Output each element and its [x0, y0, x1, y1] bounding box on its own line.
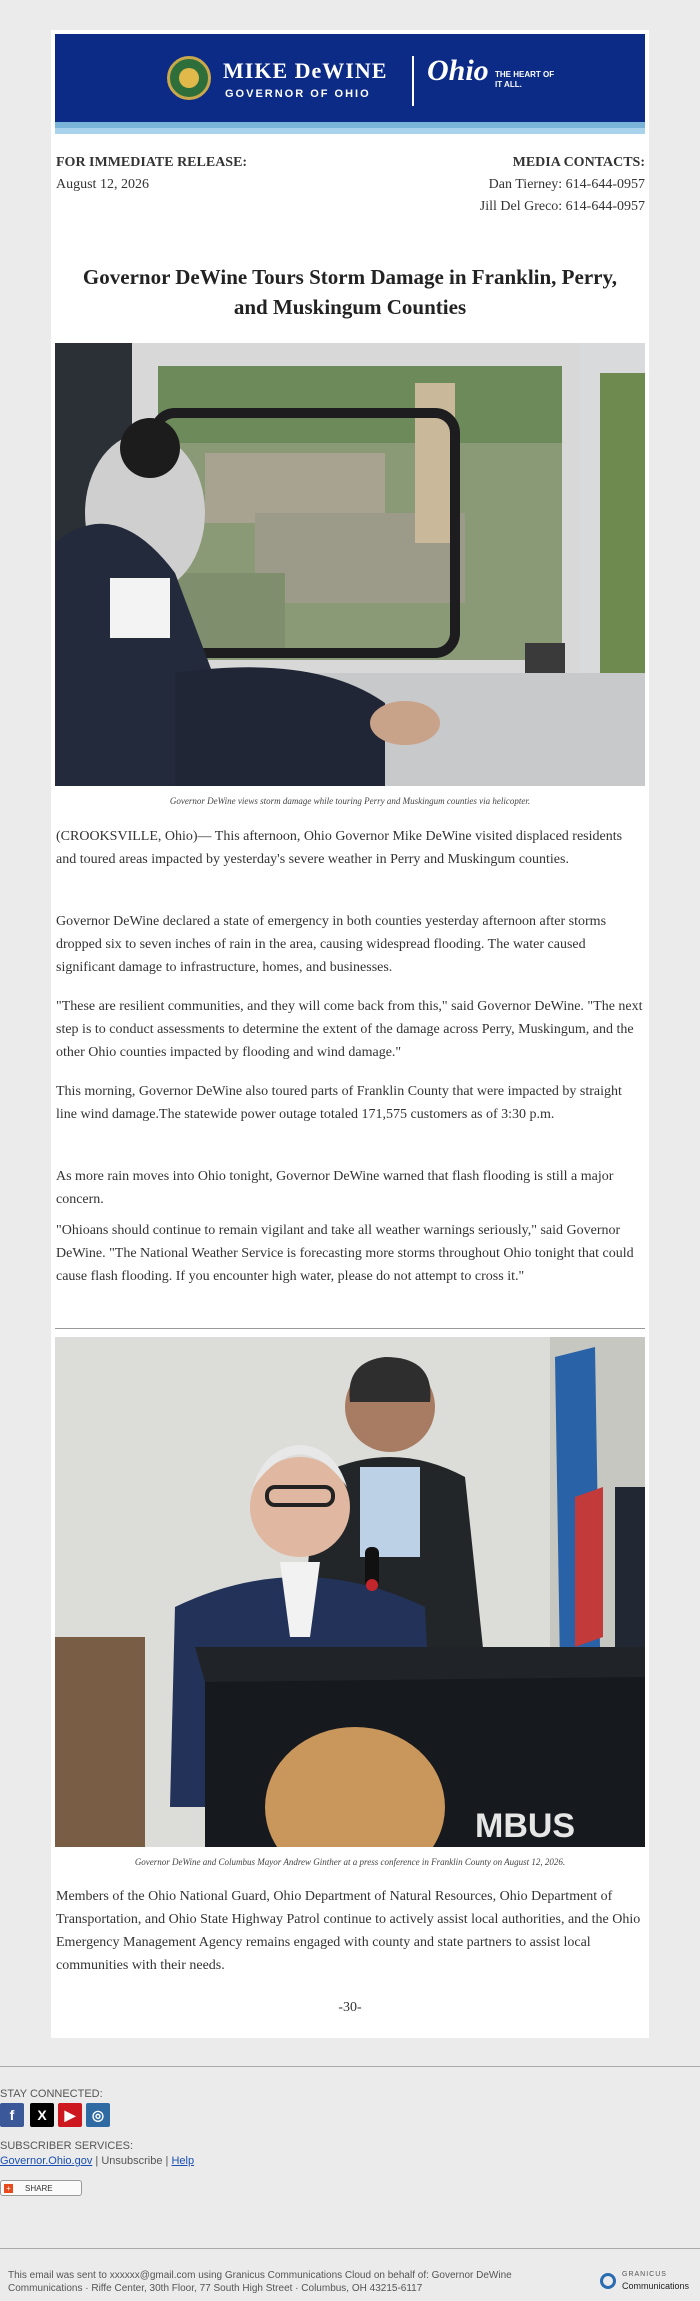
- governor-site-link[interactable]: Governor.Ohio.gov: [0, 2155, 93, 2167]
- press-conference-photo: [55, 1337, 645, 1847]
- body-paragraph: (CROOKSVILLE, Ohio)— This afternoon, Ohio Governor Mike DeWine visited displaced residents and toured areas impacted by yesterday's severe weather in Perry and Muskingum counties.: [56, 829, 623, 867]
- disclaimer-line: This email was sent to xxxxxx@gmail.com using Granicus Communications Cloud on behalf of: Governor DeWine: [8, 2270, 512, 2281]
- press-release-headline: Governor DeWine Tours Storm Damage in Franklin, Perry, and Muskingum Counties: [82, 265, 618, 319]
- x-icon[interactable]: X: [30, 2103, 54, 2127]
- ohio-seal-icon: [167, 56, 211, 100]
- share-label: SHARE: [25, 2184, 53, 2193]
- body-paragraph: Governor DeWine declared a state of emergency in both counties yesterday afternoon after storms dropped six to seven inches of rain in the area, causing widespread flooding. The water caused significant damage to infrastructure, homes, and businesses.: [56, 914, 607, 975]
- release-block: [56, 152, 247, 196]
- body-paragraph: As more rain moves into Ohio tonight, Governor DeWine warned that flash flooding is still a major concern.: [56, 1169, 614, 1207]
- helicopter-photo: [55, 343, 645, 786]
- share-plus-icon: +: [4, 2184, 13, 2193]
- granicus-label: GRANICUS: [622, 2271, 667, 2278]
- footer-rule: [0, 2248, 700, 2249]
- link-separator: |: [95, 2155, 102, 2167]
- footer-rule: [0, 2066, 700, 2067]
- share-button[interactable]: [0, 2180, 82, 2196]
- facebook-icon[interactable]: f: [0, 2103, 24, 2127]
- instagram-icon[interactable]: ◎: [86, 2103, 110, 2127]
- governor-title: GOVERNOR OF OHIO: [225, 88, 371, 100]
- contacts-label: MEDIA CONTACTS:: [512, 155, 645, 170]
- section-divider: [55, 1328, 645, 1329]
- podium-sign-text: MBUS: [475, 1807, 576, 1845]
- footer-disclaimer: [8, 2269, 568, 2295]
- email-card: [51, 30, 649, 2038]
- photo-caption: Governor DeWine views storm damage while touring Perry and Muskingum counties via helicopter.: [169, 796, 531, 806]
- media-contacts: [480, 152, 645, 218]
- disclaimer-line: Communications · Riffe Center, 30th Floor, 77 South High Street · Columbus, OH 43215-6117: [8, 2283, 423, 2294]
- ohio-logo: Ohio: [427, 54, 489, 87]
- photo-caption: Governor DeWine and Columbus Mayor Andrew Ginther at a press conference in Franklin County on August 12, 2026.: [134, 1857, 566, 1867]
- link-separator: |: [165, 2155, 172, 2167]
- ohio-tagline: THE HEART OF IT ALL.: [495, 70, 555, 89]
- social-icons: [0, 2103, 120, 2127]
- help-link[interactable]: Help: [171, 2155, 195, 2167]
- release-date: August 12, 2026: [56, 177, 149, 192]
- governor-name: MIKE DeWINE: [223, 58, 388, 83]
- end-mark: -30-: [338, 2000, 362, 2015]
- contact-item: Jill Del Greco: 614-644-0957: [479, 199, 645, 214]
- body-paragraph: "Ohioans should continue to remain vigilant and take all weather warnings seriously," said Governor DeWine. "The National Weather Service is forecasting more storms throughout Ohio tonight that could cause flash flooding. If you encounter high water, please do not attempt to cross it.": [56, 1223, 634, 1284]
- unsubscribe-link[interactable]: Unsubscribe: [101, 2155, 163, 2167]
- granicus-logo: [600, 2269, 692, 2295]
- helicopter-photo-image: [55, 343, 645, 786]
- granicus-icon: [600, 2273, 616, 2289]
- subscriber-links: [0, 2155, 194, 2167]
- body-paragraph: This morning, Governor DeWine also toured parts of Franklin County that were impacted by straight line wind damage.The statewide power outage totaled 171,575 customers as of 3:30 p.m.: [56, 1084, 622, 1122]
- closing-paragraph: Members of the Ohio National Guard, Ohio Department of Natural Resources, Ohio Department of Transportation, and Ohio State Highway Patrol continue to actively assist local authorities, and the Ohio Emergency Management Agency remains engaged with county and state partners to assist local communities with their needs.: [56, 1889, 641, 1973]
- press-conference-image: [55, 1337, 645, 1847]
- governor-banner: [55, 34, 645, 134]
- contact-item: Dan Tierney: 614-644-0957: [488, 177, 645, 192]
- subscriber-services-label: SUBSCRIBER SERVICES:: [0, 2140, 134, 2152]
- banner-divider: [412, 56, 414, 106]
- body-paragraph: "These are resilient communities, and they will come back from this," said Governor DeWine. "The next step is to conduct assessments to determine the extent of the damage across Perry, Muskingum, and the other Ohio counties impacted by flooding and wind damage.": [56, 999, 643, 1060]
- banner-stripe-light: [55, 128, 645, 134]
- youtube-icon[interactable]: ▶: [58, 2103, 82, 2127]
- granicus-sub: Communications: [622, 2281, 690, 2291]
- stay-connected-label: STAY CONNECTED:: [0, 2088, 103, 2100]
- release-label: FOR IMMEDIATE RELEASE:: [56, 155, 248, 170]
